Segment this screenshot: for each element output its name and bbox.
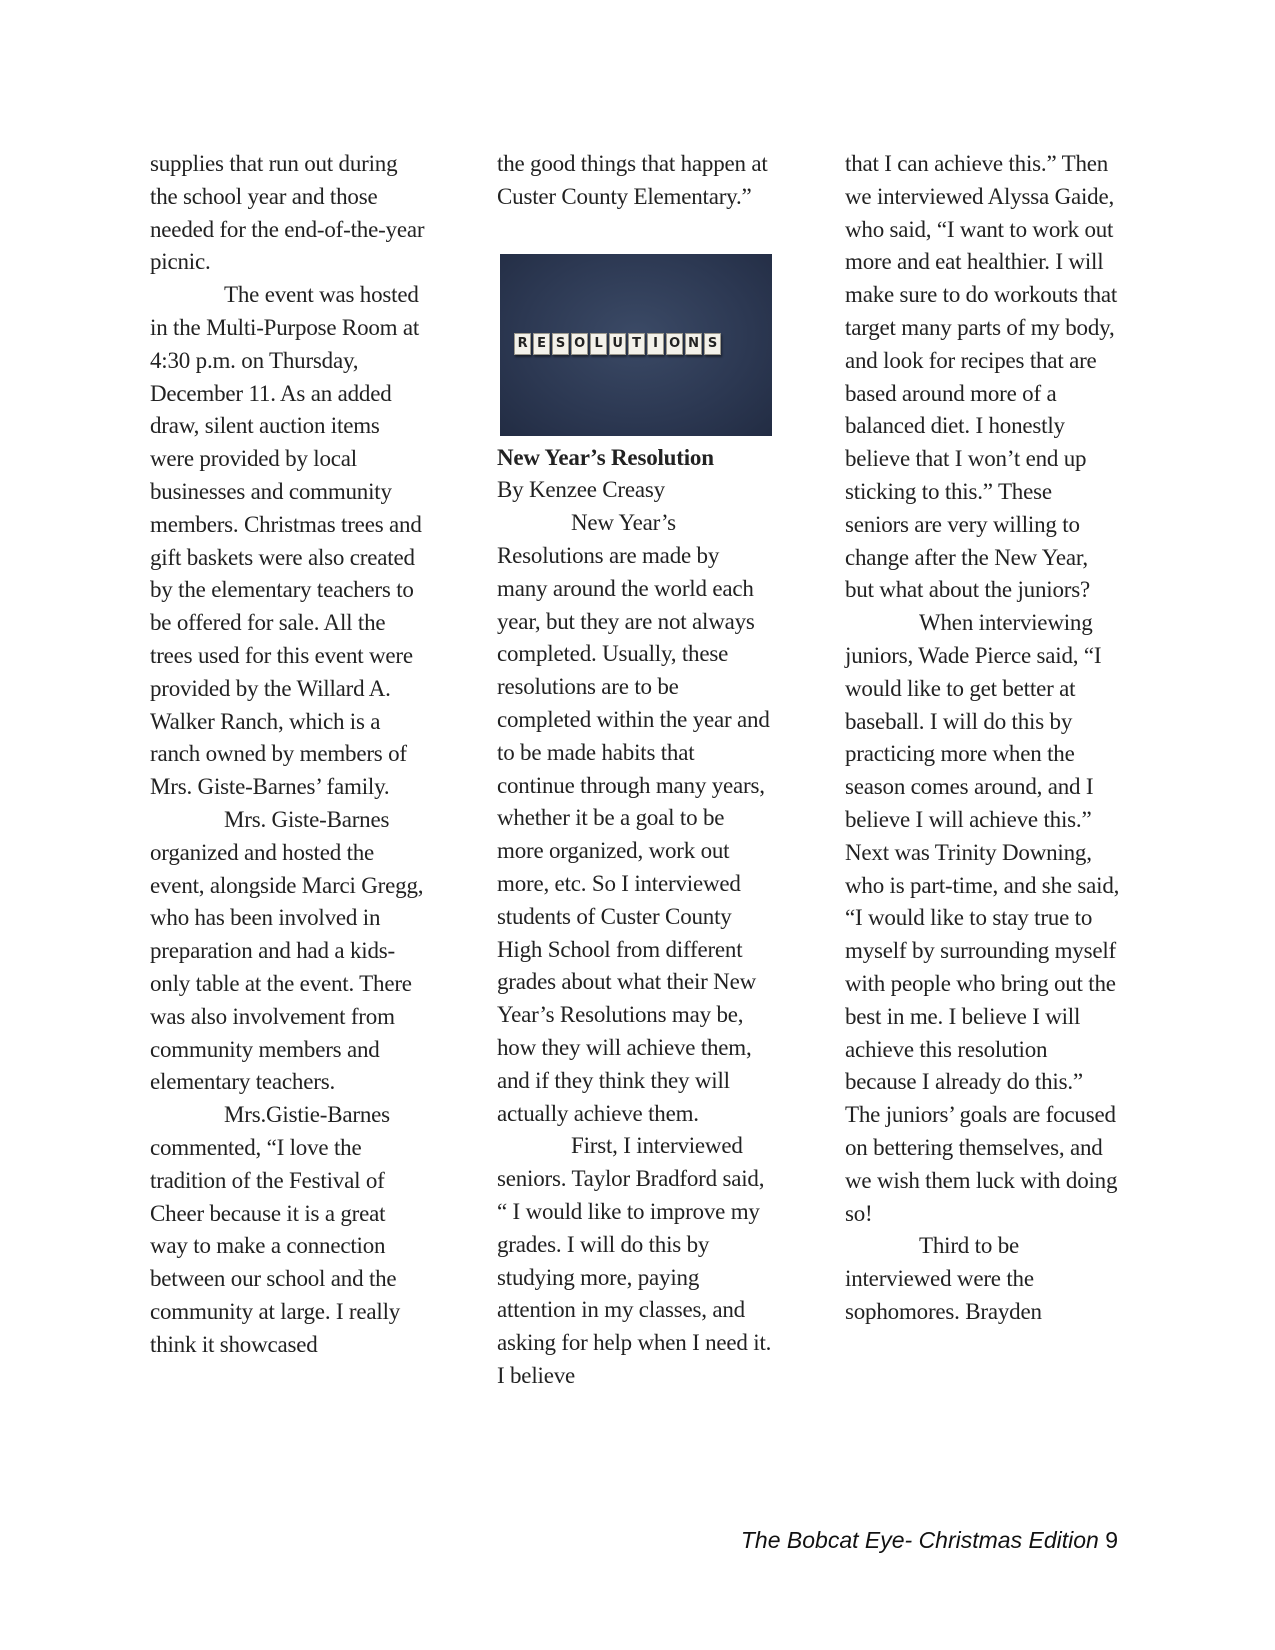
letter-tile: U [609,333,626,355]
paragraph: Third to be interviewed were the sophomores. Brayden [845,1233,1042,1324]
resolutions-photo [500,254,772,436]
letter-tile: L [590,333,607,355]
article-column-2 [497,148,772,1393]
letter-tile: N [685,333,702,355]
letter-tile: R [514,333,531,355]
letter-tile: E [533,333,550,355]
paragraph: that I can achieve this.” Then we interviewed Alyssa Gaide, who said, “I want to work out more and eat healthier. I will make sure to do workouts that target many parts of my body, and look for recipes that are based around more of a balanced diet. I honestly believe that I won’t end up sticking to this.” These seniors are very willing to change after the New Year, but what about the juniors? [845,151,1118,603]
letter-tile: O [571,333,588,355]
paragraph: Mrs. Giste-Barnes organized and hosted the event, alongside Marci Gregg, who has been involved in preparation and had a kids-only table at the event. There was also involvement from community members and elementary teachers. [150,806,424,1095]
paragraph: The event was hosted in the Multi-Purpose Room at 4:30 p.m. on Thursday, December 11. As an added draw, silent auction items were provided by local businesses and community members. Christmas trees and gift baskets were also created by the elementary teachers to be offered for sale. All the trees used for this event were provided by the Willard A. Walker Ranch, which is a ranch owned by members of Mrs. Giste-Barnes’ family. [150,282,422,800]
paragraph: When interviewing juniors, Wade Pierce said, “I would like to get better at baseball. I will do this by practicing more when the season comes around, and I believe I will achieve this.” Next was Trinity Downing, who is part-time, and she said, “I would like to stay true to myself by surrounding myself with people who bring out the best in me. I believe I will achieve this resolution because I already do this.” The juniors’ goals are focused on bettering themselves, and we wish them luck with doing so! [845,610,1120,1226]
article-headline: New Year’s Resolution [497,444,714,470]
letter-tile: I [647,333,664,355]
letter-tile: T [628,333,645,355]
page-footer [741,1527,1118,1554]
article-byline: By Kenzee Creasy [497,477,665,503]
paragraph: First, I interviewed seniors. Taylor Bradford said, “ I would like to improve my grades. I will do this by studying more, paying attention in my classes, and asking for help when I need it. I believe [497,1133,772,1388]
paragraph: Mrs.Gistie-Barnes commented, “I love the tradition of the Festival of Cheer because it is a great way to make a connection between our school and the community at large. I really think it showcased [150,1102,401,1357]
article-column-1 [150,148,425,1361]
paragraph: supplies that run out during the school year and those needed for the end-of-the-year picnic. [150,151,425,275]
letter-tile: S [704,333,721,355]
page-number: 9 [1105,1527,1118,1553]
article-column-3 [845,148,1120,1329]
paragraph: New Year’s Resolutions are made by many around the world each year, but they are not always completed. Usually, these resolutions are to be completed within the year and to be made habits that continue through many years, whether it be a goal to be more organized, work out more, etc. So I interviewed students of Custer County High School from different grades about what their New Year’s Resolutions may be, how they will achieve them, and if they think they will actually achieve them. [497,510,770,1126]
publication-name: The Bobcat Eye- Christmas Edition [740,1527,1099,1553]
letter-tile: O [666,333,683,355]
paragraph: the good things that happen at Custer County Elementary.” [497,151,768,209]
letter-tile: S [552,333,569,355]
scrabble-tiles [514,333,721,355]
